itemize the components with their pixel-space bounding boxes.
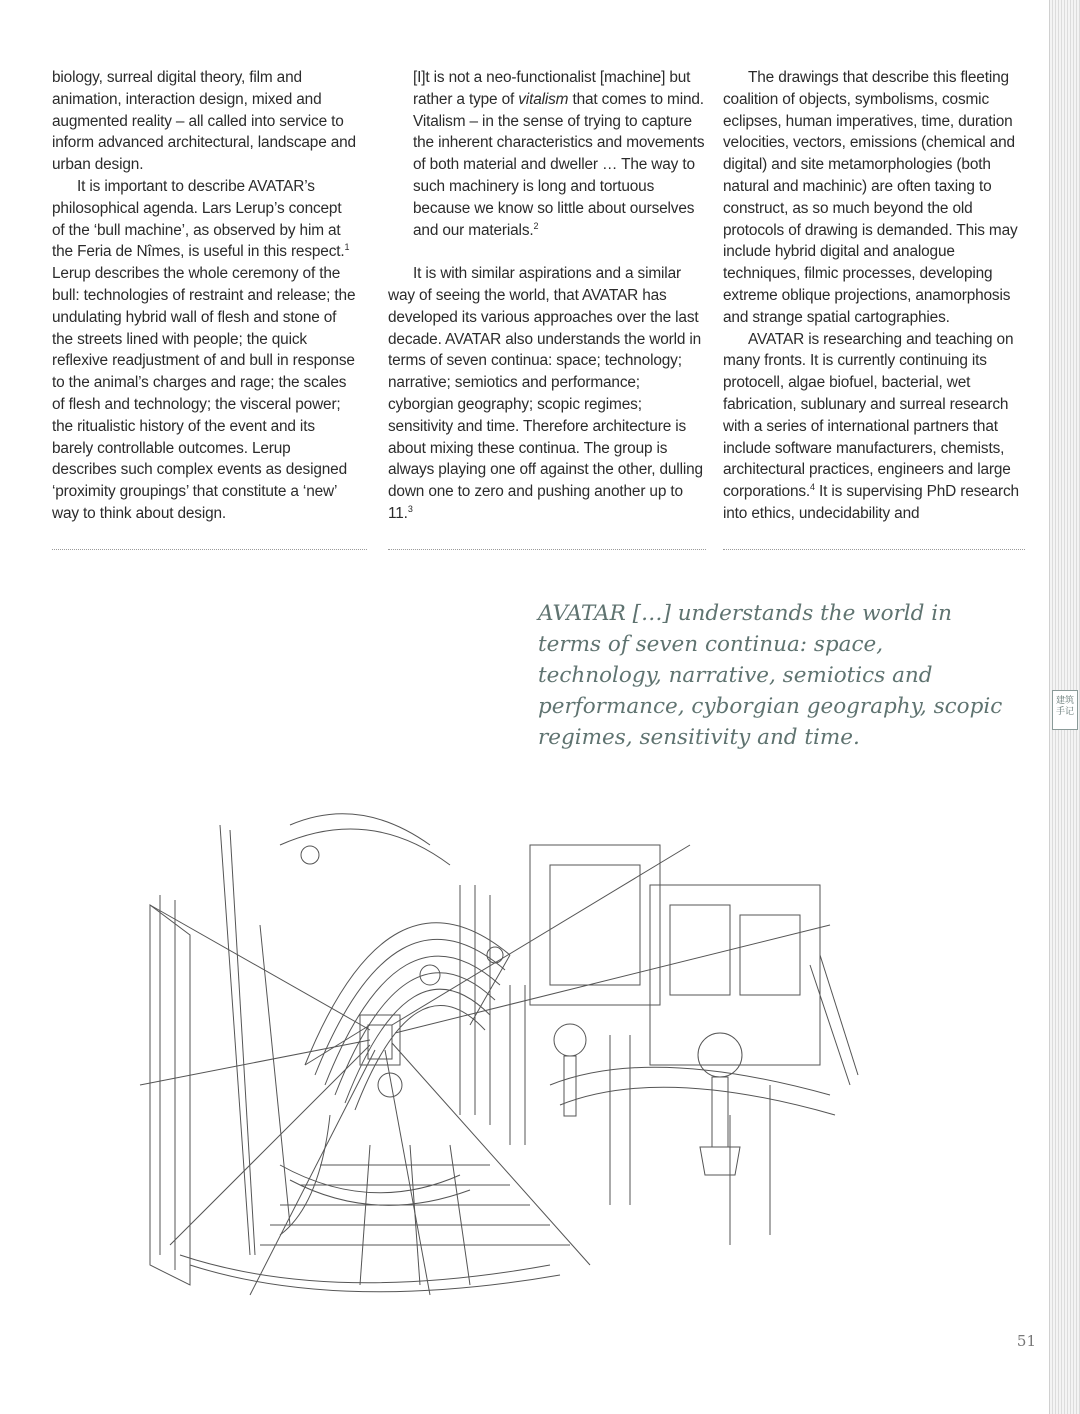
paragraph-text: Lerup describes the whole ceremony of the bull: technologies of restraint and release; the undulating hybrid wall of flesh and stone of the streets lined with people; the quick reflexive readjustment of and bull in response to the animal’s charges and rage; the scales of flesh and technology; the visceral power; the ritualistic history of the event and its barely controllable outcomes. Lerup describes such complex events as designed ‘proximity groupings’ that constitute a ‘new’ way to think about design. bbox=[52, 265, 356, 522]
paragraph bbox=[52, 176, 357, 525]
quote-text: that comes to mind. Vitalism – in the sense of trying to capture the inherent characteristics and movements of both material and dweller … The way to such machinery is long and tortuous because we know so little about ourselves and our materials. bbox=[413, 90, 705, 239]
column-rule bbox=[52, 549, 367, 550]
paragraph bbox=[723, 329, 1023, 525]
footnote-ref: 4 bbox=[810, 482, 815, 493]
quote-emphasis: vitalism bbox=[518, 90, 569, 108]
footnote-ref: 2 bbox=[533, 220, 539, 231]
tunnel-vault bbox=[220, 814, 510, 1255]
page-number: 51 bbox=[1016, 1332, 1036, 1350]
spherical-vessels bbox=[301, 846, 742, 1175]
paragraph-text: AVATAR is researching and teaching on many fronts. It is currently continuing its protocell, algae biofuel, bacterial, wet fabrication, sublunary and surreal research with a series of international partners that include software manufacturers, chemists, architectural practices, engineers and large corporations. bbox=[723, 330, 1014, 501]
footnote-ref: 3 bbox=[407, 503, 413, 514]
footnote-ref: 1 bbox=[344, 242, 350, 253]
perspective-lines bbox=[140, 845, 830, 1295]
block-quote bbox=[388, 67, 706, 241]
paragraph bbox=[388, 263, 706, 525]
paragraph-text: It is supervising PhD research into ethics, undecidability and bbox=[723, 483, 1019, 522]
architectural-line-drawing bbox=[130, 785, 860, 1315]
paragraph-text: It is with similar aspirations and a similar way of seeing the world, that AVATAR has developed its various approaches over the last decade. AVATAR also understands the world in terms of seven continua: space; technology; narrative; semiotics and performance; cyborgian geography; scopic regimes; sensitivity and time. Therefore architecture is about mixing these continua. The group is always playing one off against the other, dulling down one to zero and pushing another up to 11. bbox=[388, 265, 703, 522]
text-column-2 bbox=[388, 67, 706, 537]
column-rule bbox=[723, 549, 1025, 550]
text-column-1 bbox=[52, 67, 357, 537]
paragraph-text: It is important to describe AVATAR’s philosophical agenda. Lars Lerup’s concept of the ‘bull machine’, as observed by him at the Feria de Nîmes, is useful in this respect. bbox=[52, 177, 345, 261]
paragraph: biology, surreal digital theory, film and animation, interaction design, mixed and augmented reality – all called into service to inform advanced architectural, landscape and urban design. bbox=[52, 69, 356, 174]
paragraph: The drawings that describe this fleeting coalition of objects, symbolisms, cosmic eclipses, human imperatives, time, duration velocities, vectors, emissions (chemical and digital) and site metamorphologies (both natural and machinic) are often taxing to construct, as so much beyond the old protocols of drawing is demanded. This may include hybrid digital and analogue techniques, filmic processes, developing extreme oblique projections, anamorphosis and strange spatial cartographies. bbox=[723, 69, 1018, 326]
quote-text: [I]t is not a neo-functionalist [machine] but rather a type of bbox=[413, 69, 691, 108]
pull-quote: AVATAR […] understands the world in terms of seven continua: space, technology, narrative, semiotics and performance, cyborgian geography, scopic regimes, sensitivity and time. bbox=[538, 601, 1003, 750]
column-rule bbox=[388, 549, 706, 550]
section-tab: 建筑 手记 bbox=[1052, 690, 1078, 730]
text-column-3 bbox=[723, 67, 1023, 537]
floor-grid bbox=[260, 1145, 570, 1285]
